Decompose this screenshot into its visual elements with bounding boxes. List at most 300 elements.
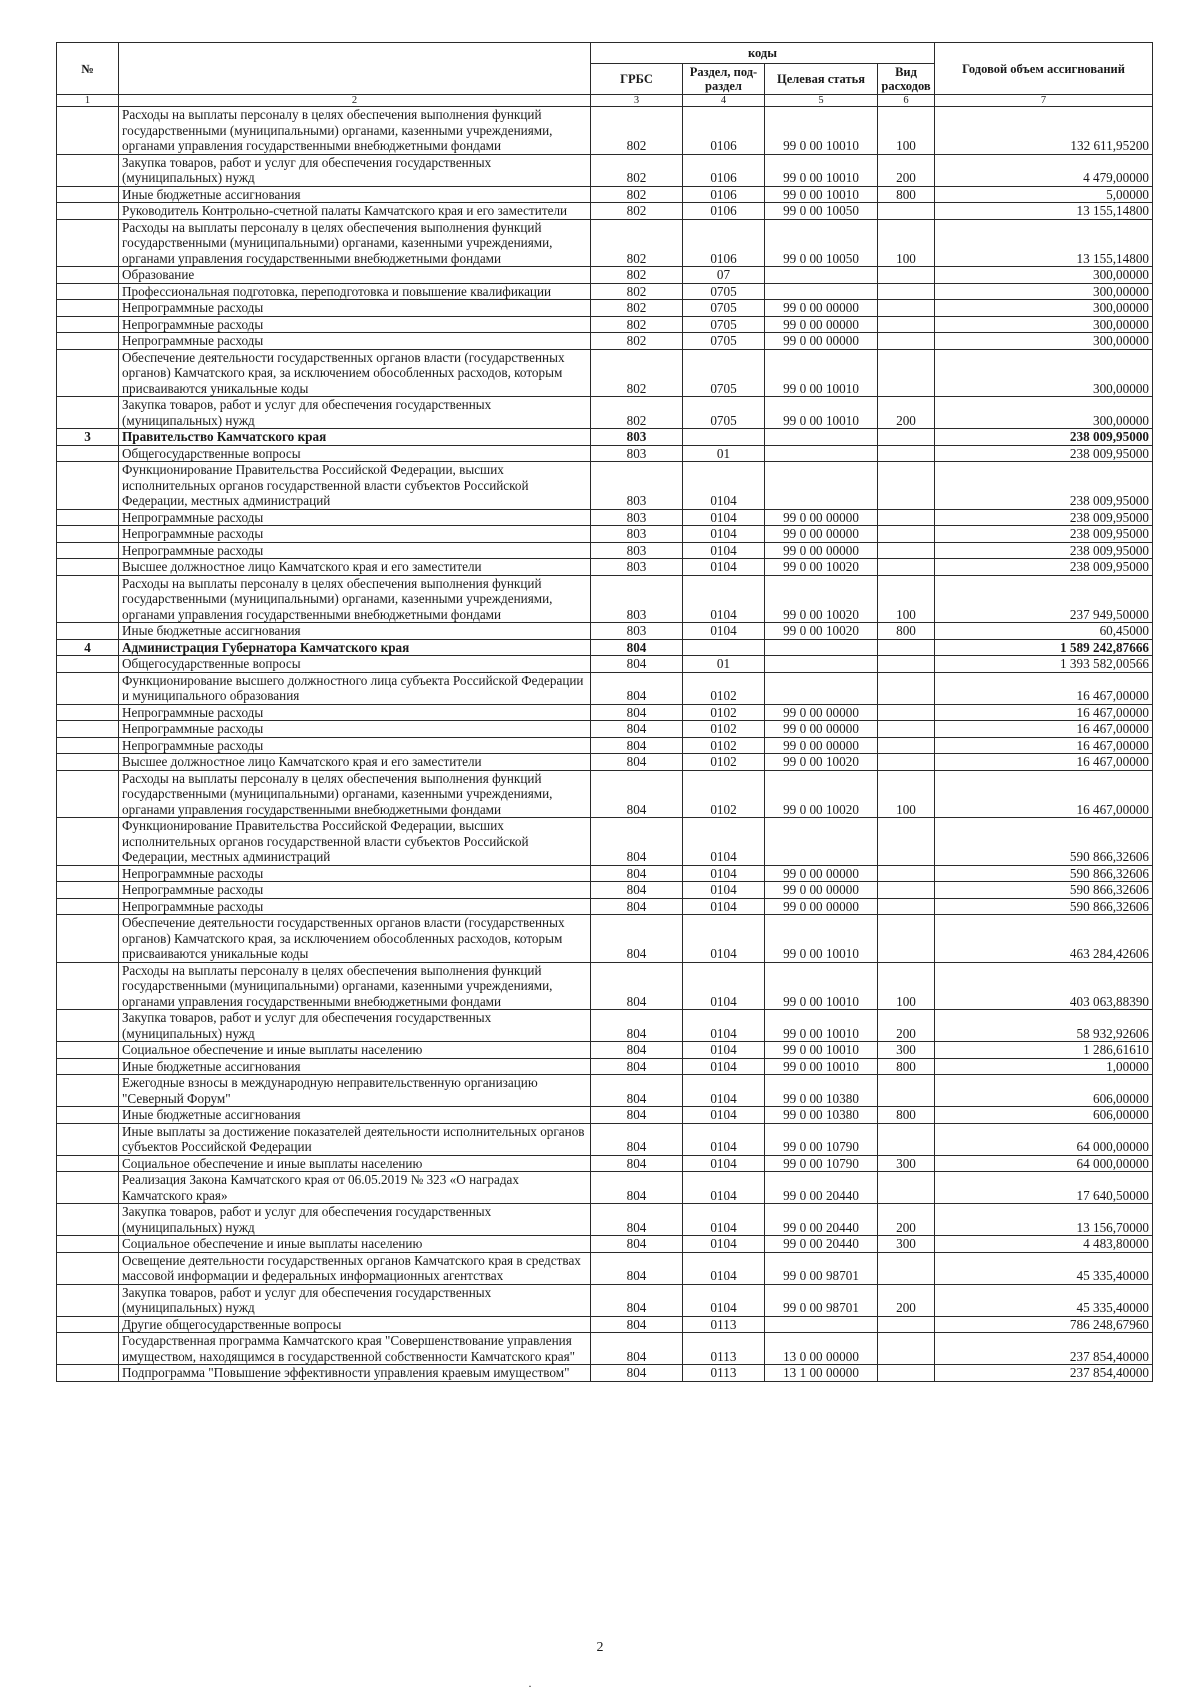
table-row (57, 915, 1153, 963)
row-number (57, 672, 119, 704)
table-row (57, 818, 1153, 866)
budget-sheet (56, 42, 1152, 1382)
row-target-article: 99 0 00 10010 (765, 186, 878, 203)
row-grbs: 804 (591, 721, 683, 738)
row-razdel: 0104 (683, 575, 765, 623)
row-grbs: 804 (591, 672, 683, 704)
row-target-article: 13 1 00 00000 (765, 1365, 878, 1382)
row-number (57, 542, 119, 559)
row-target-article: 99 0 00 00000 (765, 542, 878, 559)
row-expense-type: 200 (878, 1204, 935, 1236)
row-razdel (683, 639, 765, 656)
row-target-article: 99 0 00 10010 (765, 1058, 878, 1075)
row-sum: 238 009,95000 (935, 559, 1153, 576)
row-number (57, 107, 119, 155)
row-number (57, 770, 119, 818)
row-sum: 238 009,95000 (935, 445, 1153, 462)
table-row (57, 1284, 1153, 1316)
table-row (57, 316, 1153, 333)
row-razdel: 0104 (683, 1107, 765, 1124)
table-row (57, 623, 1153, 640)
row-sum: 16 467,00000 (935, 737, 1153, 754)
table-row (57, 509, 1153, 526)
row-number (57, 559, 119, 576)
row-number (57, 1252, 119, 1284)
row-number (57, 818, 119, 866)
row-grbs: 804 (591, 1172, 683, 1204)
row-razdel: 0106 (683, 203, 765, 220)
row-target-article: 99 0 00 00000 (765, 333, 878, 350)
colnum-3: 3 (591, 95, 683, 107)
table-row (57, 575, 1153, 623)
row-sum: 300,00000 (935, 333, 1153, 350)
row-razdel: 0104 (683, 559, 765, 576)
row-expense-type (878, 754, 935, 771)
colnum-5: 5 (765, 95, 878, 107)
page-number: 2 (596, 1640, 604, 1655)
row-razdel: 0104 (683, 1155, 765, 1172)
row-grbs: 802 (591, 203, 683, 220)
row-sum: 590 866,32606 (935, 898, 1153, 915)
row-target-article (765, 672, 878, 704)
row-expense-type: 100 (878, 219, 935, 267)
row-sum: 300,00000 (935, 300, 1153, 317)
row-expense-type (878, 462, 935, 510)
row-name: Непрограммные расходы (119, 509, 591, 526)
row-sum: 237 854,40000 (935, 1333, 1153, 1365)
row-target-article: 99 0 00 10010 (765, 1042, 878, 1059)
row-expense-type: 200 (878, 1284, 935, 1316)
row-number (57, 526, 119, 543)
row-expense-type: 300 (878, 1155, 935, 1172)
row-razdel: 0102 (683, 770, 765, 818)
row-expense-type (878, 559, 935, 576)
row-target-article: 99 0 00 10790 (765, 1123, 878, 1155)
row-number (57, 509, 119, 526)
table-row (57, 865, 1153, 882)
row-number (57, 1333, 119, 1365)
table-row (57, 1155, 1153, 1172)
row-sum: 237 854,40000 (935, 1365, 1153, 1382)
row-sum: 300,00000 (935, 349, 1153, 397)
row-name: Расходы на выплаты персоналу в целях обеспечения выполнения функций государственными (муниципальными) органами, казенными учреждениями, органами управления государственными внебюджетными фондами (119, 770, 591, 818)
row-grbs: 804 (591, 704, 683, 721)
row-grbs: 802 (591, 107, 683, 155)
row-grbs: 804 (591, 818, 683, 866)
row-grbs: 802 (591, 300, 683, 317)
row-target-article (765, 462, 878, 510)
row-expense-type (878, 283, 935, 300)
row-number (57, 962, 119, 1010)
row-razdel: 0102 (683, 754, 765, 771)
row-target-article: 99 0 00 00000 (765, 721, 878, 738)
row-name: Расходы на выплаты персоналу в целях обеспечения выполнения функций государственными (муниципальными) органами, казенными учреждениями, органами управления государственными внебюджетными фондами (119, 962, 591, 1010)
row-target-article: 99 0 00 10010 (765, 962, 878, 1010)
row-expense-type (878, 429, 935, 446)
row-expense-type (878, 672, 935, 704)
row-grbs: 804 (591, 737, 683, 754)
table-row (57, 397, 1153, 429)
table-row (57, 203, 1153, 220)
budget-table (56, 42, 1153, 1382)
row-grbs: 802 (591, 397, 683, 429)
table-row (57, 704, 1153, 721)
row-name: Администрация Губернатора Камчатского края (119, 639, 591, 656)
row-razdel: 0104 (683, 1010, 765, 1042)
row-number (57, 754, 119, 771)
row-grbs: 804 (591, 639, 683, 656)
table-row (57, 154, 1153, 186)
row-target-article: 99 0 00 10380 (765, 1107, 878, 1124)
row-number (57, 300, 119, 317)
row-name: Социальное обеспечение и иные выплаты населению (119, 1236, 591, 1253)
table-row (57, 1107, 1153, 1124)
row-sum: 60,45000 (935, 623, 1153, 640)
row-grbs: 802 (591, 154, 683, 186)
row-target-article (765, 429, 878, 446)
row-number (57, 397, 119, 429)
row-name: Высшее должностное лицо Камчатского края и его заместители (119, 754, 591, 771)
row-expense-type: 800 (878, 623, 935, 640)
row-grbs: 804 (591, 1365, 683, 1382)
row-razdel: 0705 (683, 349, 765, 397)
row-sum: 13 156,70000 (935, 1204, 1153, 1236)
row-grbs: 802 (591, 186, 683, 203)
table-row (57, 542, 1153, 559)
row-number (57, 1236, 119, 1253)
row-grbs: 804 (591, 656, 683, 673)
row-razdel: 0106 (683, 107, 765, 155)
header-vid: Вид расходов (878, 64, 935, 95)
row-target-article: 99 0 00 10050 (765, 219, 878, 267)
row-razdel: 0104 (683, 1236, 765, 1253)
row-target-article: 99 0 00 10010 (765, 915, 878, 963)
row-sum: 16 467,00000 (935, 770, 1153, 818)
row-number (57, 1042, 119, 1059)
row-target-article: 99 0 00 10010 (765, 154, 878, 186)
row-razdel: 0102 (683, 721, 765, 738)
row-grbs: 804 (591, 1107, 683, 1124)
row-grbs: 803 (591, 559, 683, 576)
table-row (57, 754, 1153, 771)
row-razdel: 0104 (683, 542, 765, 559)
row-razdel: 0104 (683, 1252, 765, 1284)
row-sum: 4 479,00000 (935, 154, 1153, 186)
table-row (57, 526, 1153, 543)
row-number: 4 (57, 639, 119, 656)
row-razdel: 0104 (683, 1042, 765, 1059)
row-expense-type: 200 (878, 154, 935, 186)
row-razdel: 0104 (683, 1123, 765, 1155)
row-sum: 5,00000 (935, 186, 1153, 203)
row-sum: 590 866,32606 (935, 865, 1153, 882)
row-razdel: 0102 (683, 704, 765, 721)
row-sum: 238 009,95000 (935, 542, 1153, 559)
row-razdel: 0705 (683, 333, 765, 350)
row-expense-type (878, 333, 935, 350)
row-name: Иные выплаты за достижение показателей деятельности исполнительных органов субъектов Российской Федерации (119, 1123, 591, 1155)
row-grbs: 804 (591, 865, 683, 882)
row-name: Непрограммные расходы (119, 721, 591, 738)
row-number (57, 462, 119, 510)
row-target-article (765, 1316, 878, 1333)
table-row (57, 882, 1153, 899)
row-expense-type (878, 203, 935, 220)
row-sum: 238 009,95000 (935, 462, 1153, 510)
row-sum: 463 284,42606 (935, 915, 1153, 963)
header-tsel: Целевая статья (765, 64, 878, 95)
row-name: Иные бюджетные ассигнования (119, 1058, 591, 1075)
row-razdel: 0705 (683, 397, 765, 429)
row-sum: 45 335,40000 (935, 1284, 1153, 1316)
row-sum: 132 611,95200 (935, 107, 1153, 155)
row-number (57, 656, 119, 673)
table-row (57, 429, 1153, 446)
table-row (57, 559, 1153, 576)
table-row (57, 656, 1153, 673)
row-name: Функционирование Правительства Российской Федерации, высших исполнительных органов государственной власти субъектов Российской Федерации, местных администраций (119, 818, 591, 866)
row-expense-type (878, 509, 935, 526)
row-number (57, 219, 119, 267)
row-grbs: 803 (591, 526, 683, 543)
row-number (57, 1058, 119, 1075)
row-expense-type (878, 445, 935, 462)
row-razdel: 0104 (683, 1058, 765, 1075)
row-name: Закупка товаров, работ и услуг для обеспечения государственных (муниципальных) нужд (119, 1204, 591, 1236)
row-name: Закупка товаров, работ и услуг для обеспечения государственных (муниципальных) нужд (119, 397, 591, 429)
row-name: Образование (119, 267, 591, 284)
row-number (57, 316, 119, 333)
row-razdel: 0113 (683, 1316, 765, 1333)
row-name: Подпрограмма "Повышение эффективности управления краевым имуществом" (119, 1365, 591, 1382)
row-target-article: 99 0 00 00000 (765, 898, 878, 915)
row-name: Руководитель Контрольно-счетной палаты Камчатского края и его заместители (119, 203, 591, 220)
table-row (57, 1172, 1153, 1204)
row-number (57, 1284, 119, 1316)
row-expense-type (878, 1365, 935, 1382)
row-sum: 1 589 242,87666 (935, 639, 1153, 656)
row-expense-type: 100 (878, 962, 935, 1010)
row-target-article: 99 0 00 00000 (765, 316, 878, 333)
row-expense-type (878, 316, 935, 333)
row-razdel: 0104 (683, 1204, 765, 1236)
row-sum: 300,00000 (935, 267, 1153, 284)
row-expense-type: 800 (878, 186, 935, 203)
row-razdel: 0104 (683, 526, 765, 543)
row-grbs: 803 (591, 462, 683, 510)
row-sum: 1 286,61610 (935, 1042, 1153, 1059)
row-grbs: 803 (591, 445, 683, 462)
row-target-article: 99 0 00 00000 (765, 509, 878, 526)
row-grbs: 804 (591, 1252, 683, 1284)
row-number (57, 186, 119, 203)
row-number (57, 445, 119, 462)
row-number (57, 704, 119, 721)
row-number (57, 349, 119, 397)
row-name: Расходы на выплаты персоналу в целях обеспечения выполнения функций государственными (муниципальными) органами, казенными учреждениями, органами управления государственными внебюджетными фондами (119, 107, 591, 155)
row-expense-type (878, 349, 935, 397)
row-grbs: 803 (591, 623, 683, 640)
row-grbs: 804 (591, 754, 683, 771)
row-name: Закупка товаров, работ и услуг для обеспечения государственных (муниципальных) нужд (119, 154, 591, 186)
row-expense-type (878, 882, 935, 899)
table-row (57, 283, 1153, 300)
row-name: Непрограммные расходы (119, 526, 591, 543)
row-grbs: 804 (591, 1123, 683, 1155)
row-name: Социальное обеспечение и иные выплаты населению (119, 1155, 591, 1172)
row-number (57, 1107, 119, 1124)
row-expense-type (878, 1316, 935, 1333)
row-grbs: 804 (591, 1042, 683, 1059)
row-target-article: 99 0 00 20440 (765, 1204, 878, 1236)
row-name: Иные бюджетные ассигнования (119, 623, 591, 640)
row-name: Расходы на выплаты персоналу в целях обеспечения выполнения функций государственными (муниципальными) органами, казенными учреждениями, органами управления государственными внебюджетными фондами (119, 219, 591, 267)
row-sum: 300,00000 (935, 283, 1153, 300)
row-expense-type (878, 865, 935, 882)
row-razdel: 07 (683, 267, 765, 284)
row-razdel: 0104 (683, 1172, 765, 1204)
row-sum: 590 866,32606 (935, 818, 1153, 866)
row-razdel: 0113 (683, 1365, 765, 1382)
row-razdel: 0104 (683, 962, 765, 1010)
row-razdel: 0104 (683, 865, 765, 882)
header-razdel: Раздел, под- раздел (683, 64, 765, 95)
row-expense-type (878, 915, 935, 963)
row-target-article: 99 0 00 10020 (765, 770, 878, 818)
row-name: Непрограммные расходы (119, 882, 591, 899)
row-grbs: 804 (591, 962, 683, 1010)
row-target-article: 99 0 00 10790 (765, 1155, 878, 1172)
table-row (57, 1252, 1153, 1284)
colnum-1: 1 (57, 95, 119, 107)
colnum-6: 6 (878, 95, 935, 107)
row-sum: 17 640,50000 (935, 1172, 1153, 1204)
header-no: № (57, 43, 119, 95)
row-number (57, 283, 119, 300)
row-name: Непрограммные расходы (119, 316, 591, 333)
row-razdel: 0106 (683, 219, 765, 267)
row-grbs: 802 (591, 349, 683, 397)
row-number (57, 915, 119, 963)
row-name: Высшее должностное лицо Камчатского края и его заместители (119, 559, 591, 576)
row-expense-type (878, 704, 935, 721)
row-sum: 16 467,00000 (935, 704, 1153, 721)
row-target-article: 99 0 00 00000 (765, 526, 878, 543)
row-grbs: 804 (591, 1155, 683, 1172)
row-target-article: 99 0 00 10010 (765, 1010, 878, 1042)
row-target-article: 99 0 00 20440 (765, 1236, 878, 1253)
row-grbs: 802 (591, 267, 683, 284)
row-grbs: 804 (591, 882, 683, 899)
table-row (57, 1204, 1153, 1236)
row-name: Непрограммные расходы (119, 898, 591, 915)
table-row (57, 267, 1153, 284)
row-expense-type: 100 (878, 575, 935, 623)
row-expense-type (878, 1172, 935, 1204)
table-row (57, 349, 1153, 397)
row-number (57, 1172, 119, 1204)
row-name: Закупка товаров, работ и услуг для обеспечения государственных (муниципальных) нужд (119, 1284, 591, 1316)
row-target-article: 99 0 00 10020 (765, 575, 878, 623)
row-name: Непрограммные расходы (119, 542, 591, 559)
row-target-article: 99 0 00 20440 (765, 1172, 878, 1204)
row-expense-type: 800 (878, 1058, 935, 1075)
row-grbs: 804 (591, 1333, 683, 1365)
row-number (57, 1010, 119, 1042)
row-number (57, 1155, 119, 1172)
table-row (57, 1316, 1153, 1333)
row-target-article (765, 818, 878, 866)
row-name: Функционирование высшего должностного лица субъекта Российской Федерации и муниципального образования (119, 672, 591, 704)
row-grbs: 804 (591, 770, 683, 818)
table-row (57, 1075, 1153, 1107)
row-name: Непрограммные расходы (119, 865, 591, 882)
row-number (57, 882, 119, 899)
row-name: Непрограммные расходы (119, 704, 591, 721)
row-grbs: 804 (591, 1284, 683, 1316)
table-row (57, 1042, 1153, 1059)
table-row (57, 737, 1153, 754)
table-row (57, 1010, 1153, 1042)
row-expense-type (878, 1333, 935, 1365)
row-name: Общегосударственные вопросы (119, 445, 591, 462)
row-sum: 606,00000 (935, 1075, 1153, 1107)
row-expense-type (878, 639, 935, 656)
table-row (57, 1365, 1153, 1382)
colnum-2: 2 (119, 95, 591, 107)
table-row (57, 639, 1153, 656)
row-number (57, 1365, 119, 1382)
row-grbs: 802 (591, 333, 683, 350)
row-sum: 45 335,40000 (935, 1252, 1153, 1284)
table-row (57, 219, 1153, 267)
row-sum: 1,00000 (935, 1058, 1153, 1075)
row-name: Непрограммные расходы (119, 737, 591, 754)
row-razdel: 0106 (683, 186, 765, 203)
row-expense-type: 300 (878, 1236, 935, 1253)
table-row (57, 186, 1153, 203)
row-number (57, 721, 119, 738)
row-sum: 58 932,92606 (935, 1010, 1153, 1042)
row-sum: 13 155,14800 (935, 219, 1153, 267)
row-razdel: 0104 (683, 623, 765, 640)
row-number (57, 575, 119, 623)
row-sum: 786 248,67960 (935, 1316, 1153, 1333)
row-grbs: 803 (591, 509, 683, 526)
row-name: Иные бюджетные ассигнования (119, 186, 591, 203)
row-expense-type (878, 1123, 935, 1155)
row-razdel: 0104 (683, 898, 765, 915)
colnum-7: 7 (935, 95, 1153, 107)
row-razdel: 0106 (683, 154, 765, 186)
table-row (57, 333, 1153, 350)
row-expense-type (878, 1075, 935, 1107)
row-grbs: 804 (591, 1204, 683, 1236)
row-expense-type (878, 898, 935, 915)
row-name: Освещение деятельности государственных органов Камчатского края в средствах массовой информации и федеральных информационных агентствах (119, 1252, 591, 1284)
table-row (57, 672, 1153, 704)
row-name: Ежегодные взносы в международную неправительственную организацию "Северный Форум" (119, 1075, 591, 1107)
row-razdel: 0705 (683, 300, 765, 317)
row-expense-type (878, 721, 935, 738)
row-sum: 403 063,88390 (935, 962, 1153, 1010)
row-target-article (765, 656, 878, 673)
row-target-article: 99 0 00 10050 (765, 203, 878, 220)
row-target-article: 99 0 00 10020 (765, 754, 878, 771)
row-number (57, 267, 119, 284)
row-expense-type: 300 (878, 1042, 935, 1059)
row-grbs: 803 (591, 429, 683, 446)
